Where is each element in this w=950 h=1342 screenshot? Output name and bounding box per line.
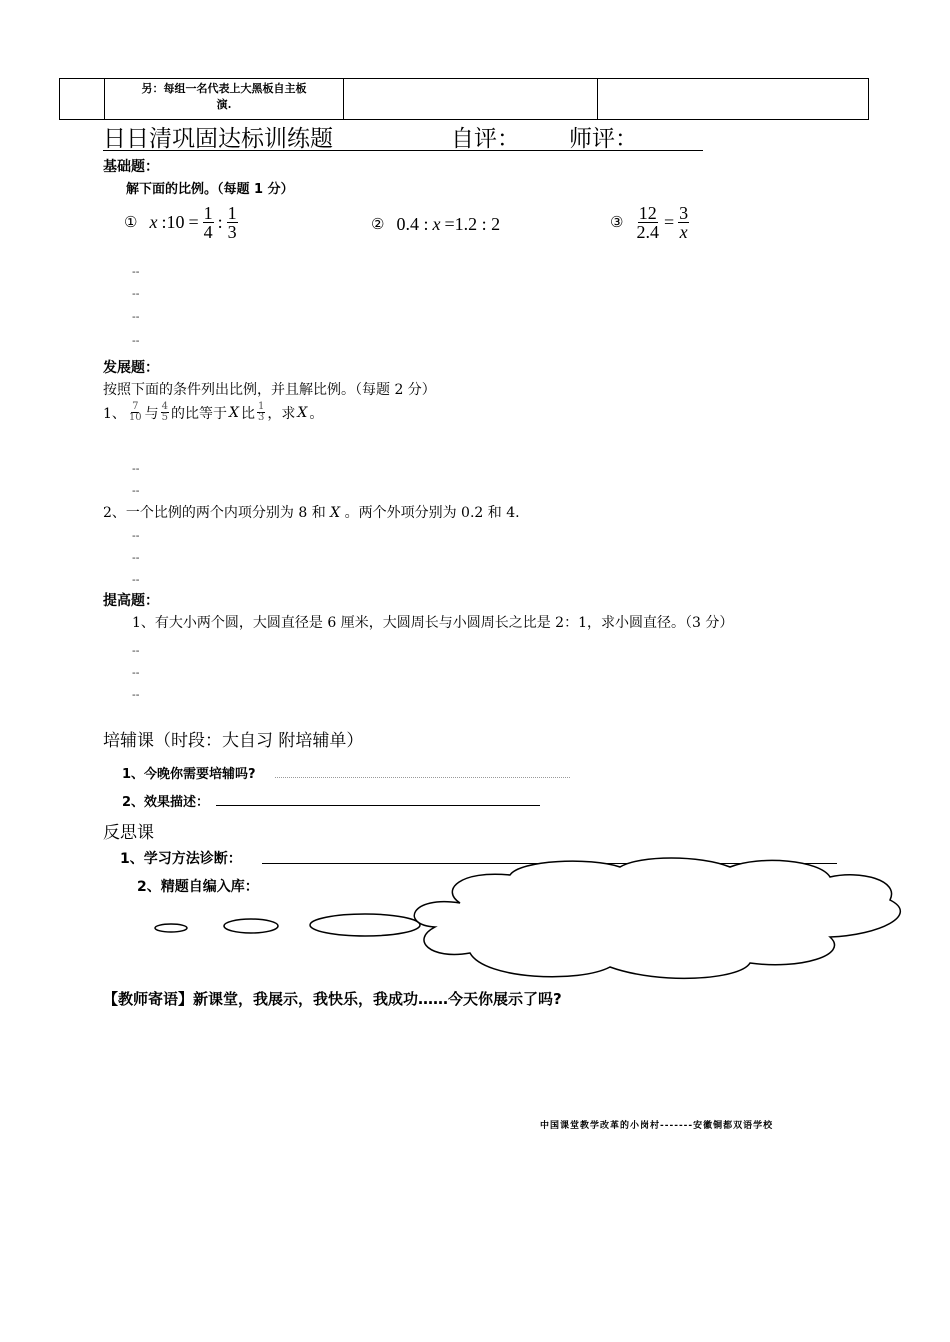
q2-expr-b: =1.2 : 2 [444,214,501,234]
q3-fraction-1 [635,204,660,241]
develop-q1 [103,402,323,423]
answer-line: -- [132,573,140,586]
note-line1: 另：每组一名代表上大黑板自主板 [141,82,307,95]
tutoring-item1-label: 1、今晚你需要培辅吗? [122,767,256,782]
table-cell-empty [598,79,869,120]
dq1-with: 与 [144,405,159,422]
q3-f1-num: 12 [638,203,657,223]
thought-cloud-graphic [140,855,920,985]
q1-eq: = [188,212,199,232]
table-cell-empty [60,79,105,120]
dq1-f2-den: 5 [161,412,169,423]
q1-prefix: 1、 [103,405,126,422]
dq1-f1-num: 7 [132,401,139,412]
answer-line: -- [132,529,140,542]
dq1-fraction-1 [128,402,143,423]
equation-2 [371,214,500,235]
answer-line: -- [132,666,140,679]
basic-heading: 基础题： [103,159,159,175]
dq1-fraction-2 [161,402,169,423]
q1-fraction-2 [227,204,238,241]
dq1-f2-num: 4 [161,401,169,412]
q1-marker: ① [124,215,138,231]
q3-eq: = [663,212,675,232]
answer-line: -- [132,265,140,278]
answer-line: -- [132,484,140,497]
q1-ratio: :10 [161,212,185,232]
q3-f1-den: 2.4 [636,222,659,242]
equation-3 [610,204,689,241]
q2-var: x [432,214,441,234]
reflection-item2: 2、精题自编入库： [137,879,259,895]
q3-fraction-2 [678,204,689,241]
develop-q2 [103,502,520,522]
basic-instruction: 解下面的比例。（每题 1 分） [126,182,294,197]
q1-fraction-1 [203,204,214,241]
dq1-end: ，求 [267,405,296,422]
advanced-heading: 提高题： [103,593,159,609]
teacher-message-text: 新课堂，我展示，我快乐，我成功……今天你展示了吗? [193,990,562,1008]
thought-bubble-large [310,914,420,936]
dq1-x1: X [229,404,239,421]
q2-expr-a: 0.4 : [396,214,429,234]
reflection-item1: 1、学习方法诊断： [120,851,242,867]
q1-f1-num: 1 [203,203,213,223]
q3-f2-num: 3 [679,203,689,223]
page-footer: 中国课堂教学改革的小岗村-------安徽铜都双语学校 [540,1121,774,1131]
answer-line: -- [132,462,140,475]
tutoring-item2: 2、效果描述： [122,795,210,810]
tutoring-heading: 培辅课（时段：大自习 附培辅单） [103,731,364,751]
dq1-f3-num: 1 [258,401,265,412]
answer-line: -- [132,644,140,657]
develop-heading: 发展题： [103,360,159,376]
q1-var: x [149,212,158,232]
q1-f2-num: 1 [227,203,237,223]
thought-bubble-medium [224,919,278,933]
q1-colon: : [217,212,223,232]
dq1-f1-den: 10 [128,412,142,423]
dq1-bi: 比 [241,405,255,422]
develop-instruction: 按照下面的条件列出比例，并且解比例。（每题 2 分） [103,382,436,398]
q3-marker: ③ [610,215,624,231]
dq1-period: 。 [309,405,324,422]
table-cell-note [105,79,344,120]
q2-marker: ② [371,217,385,233]
reflection-heading: 反思课 [103,823,154,843]
self-eval-label: 自评： [451,126,520,152]
q1-f1-den: 4 [203,222,213,242]
equation-1 [124,204,238,241]
note-line2: 演. [216,98,232,111]
answer-line: -- [132,287,140,300]
dq2-end: 。两个外项分别为 0.2 和 4. [344,505,520,521]
dq2-text: 2、一个比例的两个内项分别为 8 和 [103,505,326,521]
thought-cloud [414,858,900,978]
teacher-message [103,988,562,1009]
q3-f2-den: x [679,222,688,242]
answer-underline [275,771,570,778]
teacher-eval-label: 师评： [569,126,638,152]
teacher-message-label: 【教师寄语】 [103,990,194,1008]
q1-f2-den: 3 [227,222,237,242]
tutoring-item1 [122,763,256,782]
thought-bubble-small [155,924,187,932]
dq1-mid: 的比等于 [171,405,228,422]
answer-line: -- [132,688,140,701]
advanced-q1: 1、有大小两个圆，大圆直径是 6 厘米，大圆周长与小圆周长之比是 2：1，求小圆直径。（3 分） [132,615,734,631]
answer-line: -- [132,551,140,564]
dq1-f3-den: 3 [258,412,265,423]
answer-line: -- [132,310,140,323]
top-table [59,78,869,120]
dq1-fraction-3 [257,402,265,423]
dq2-x: X [330,505,341,521]
page-title: 日日清巩固达标训练题 [103,126,333,152]
answer-underline [216,804,540,806]
table-cell-empty [344,79,598,120]
dq1-x2: X [297,404,308,421]
answer-line: -- [132,334,140,347]
